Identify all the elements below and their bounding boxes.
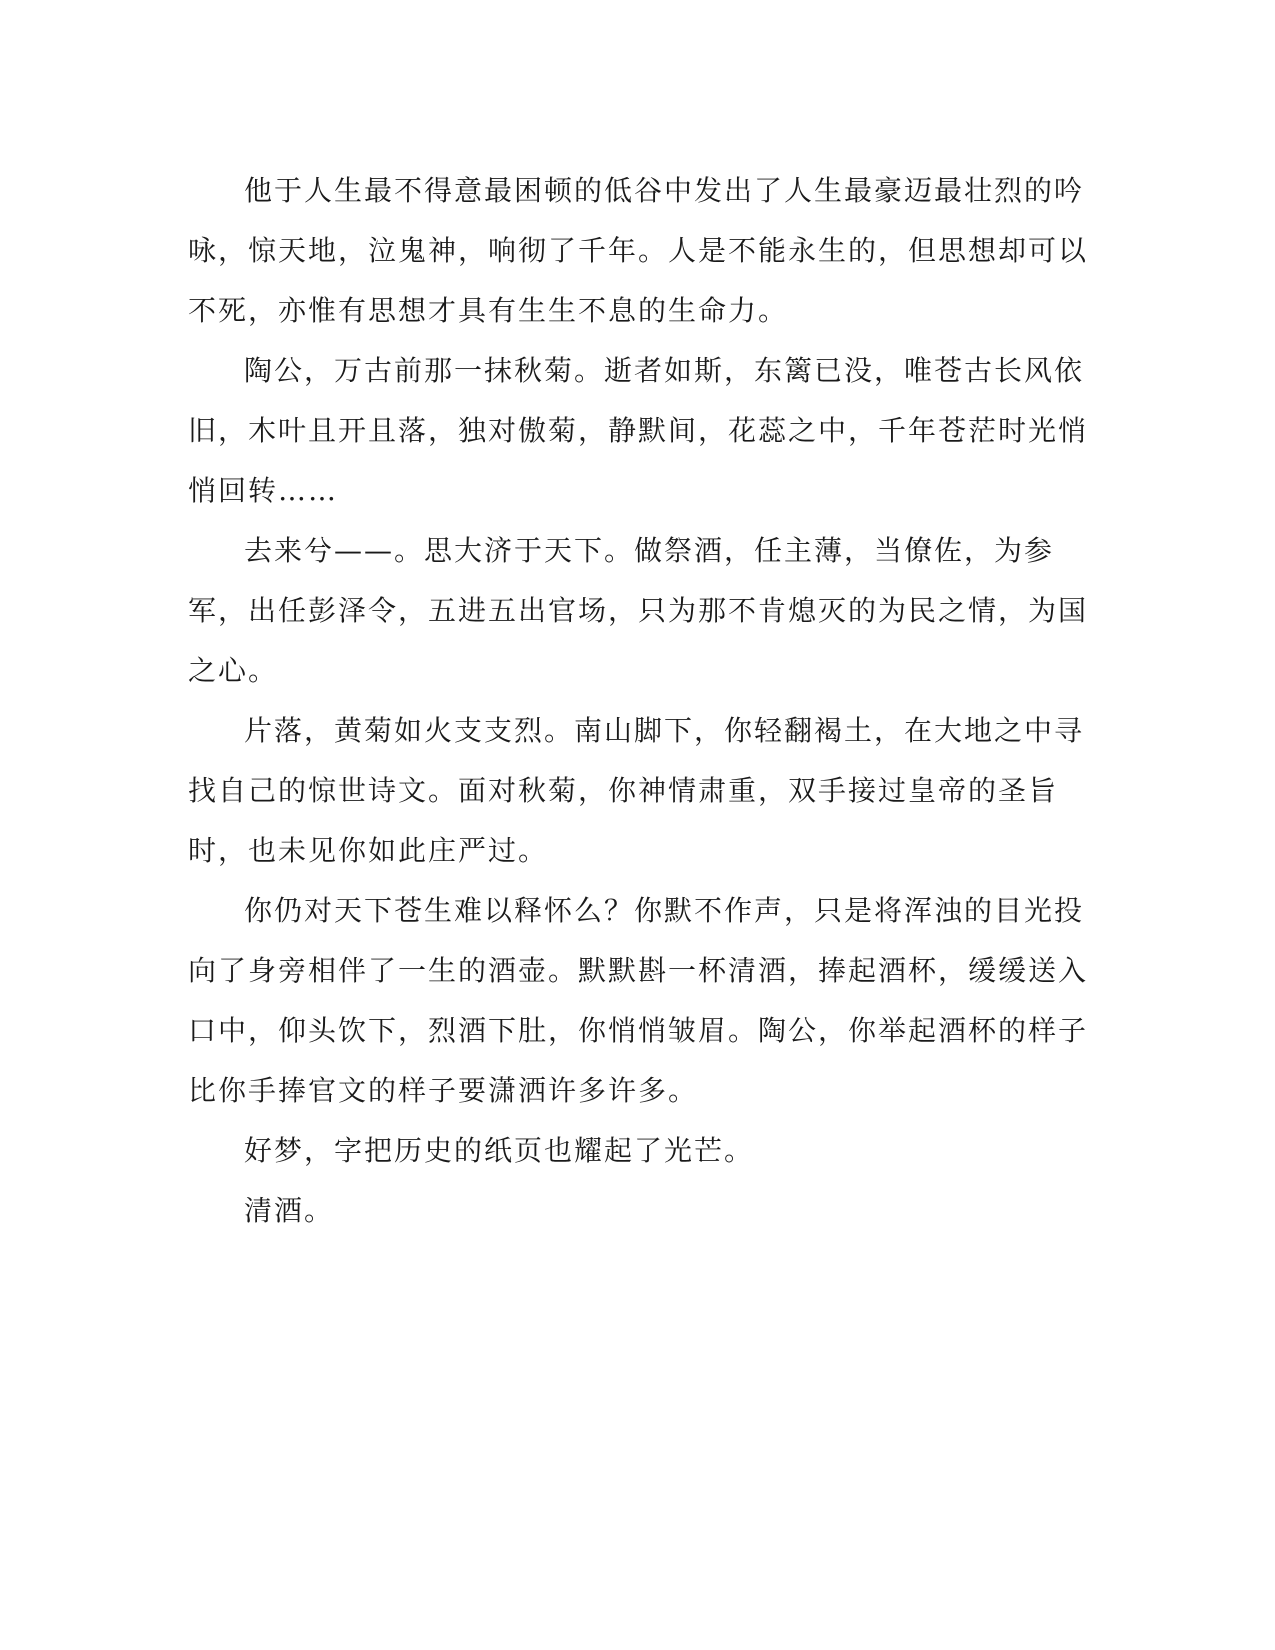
document-body: [188, 161, 1088, 1241]
paragraph-3: 去来兮——。思大济于天下。做祭酒，任主薄，当僚佐，为参军，出任彭泽令，五进五出官场，只为那不肯熄灭的为民之情，为国之心。: [188, 534, 1089, 687]
paragraph-7: 清酒。: [244, 1194, 335, 1227]
paragraph-4: 片落，黄菊如火支支烈。南山脚下，你轻翻褐土，在大地之中寻找自己的惊世诗文。面对秋菊，你神情肃重，双手接过皇帝的圣旨时，也未见你如此庄严过。: [188, 714, 1085, 867]
paragraph-6: 好梦，字把历史的纸页也耀起了光芒。: [244, 1134, 755, 1167]
paragraph-2: 陶公，万古前那一抹秋菊。逝者如斯，东篱已没，唯苍古长风依旧，木叶且开且落，独对傲菊，静默间，花蕊之中，千年苍茫时光悄悄回转……: [188, 354, 1089, 507]
paragraph-5: 你仍对天下苍生难以释怀么？你默不作声，只是将浑浊的目光投向了身旁相伴了一生的酒壶。默默斟一杯清酒，捧起酒杯，缓缓送入口中，仰头饮下，烈酒下肚，你悄悄皱眉。陶公，你举起酒杯的样子比你手捧官文的样子要潇洒许多许多。: [188, 894, 1089, 1107]
paragraph-1: 他于人生最不得意最困顿的低谷中发出了人生最豪迈最壮烈的吟咏，惊天地，泣鬼神，响彻了千年。人是不能永生的，但思想却可以不死，亦惟有思想才具有生生不息的生命力。: [188, 174, 1089, 327]
